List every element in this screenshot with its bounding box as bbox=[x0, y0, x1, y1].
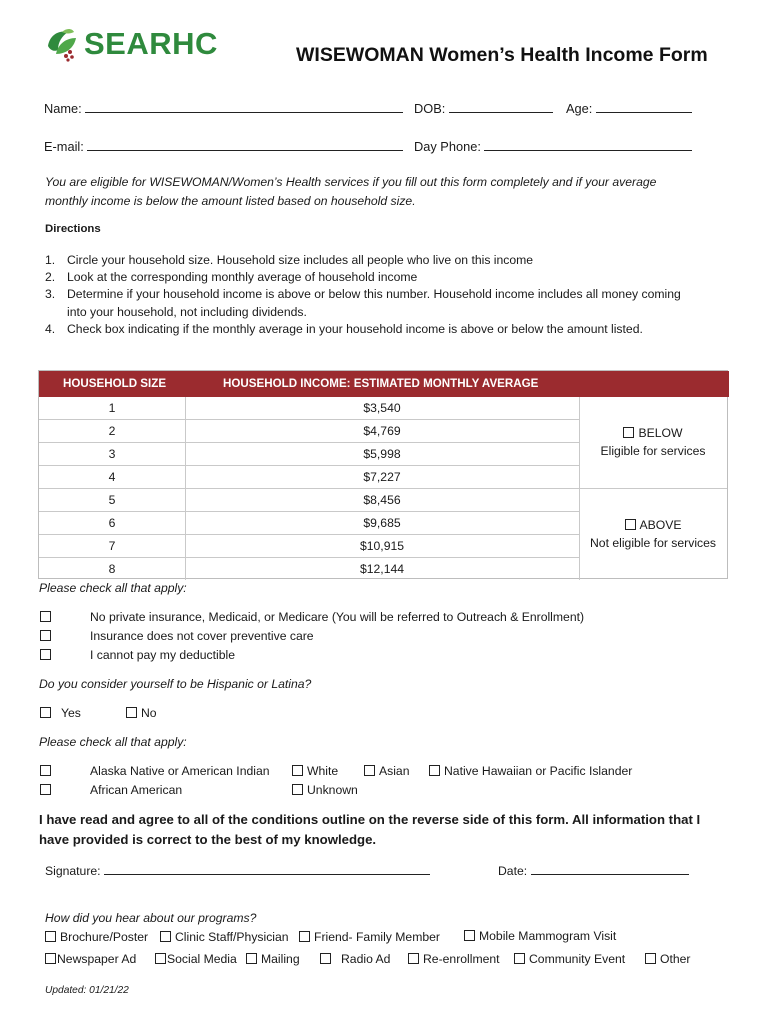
divider bbox=[39, 534, 579, 535]
age-field[interactable] bbox=[566, 100, 692, 116]
below-checkbox[interactable] bbox=[579, 426, 727, 440]
checkbox-icon bbox=[645, 953, 656, 964]
table-cell-size: 6 bbox=[108, 516, 116, 530]
table-cell-size: 2 bbox=[108, 424, 116, 438]
insurance-option-2[interactable]: Insurance does not cover preventive care bbox=[40, 629, 55, 643]
referral-brochure[interactable]: Brochure/Poster bbox=[45, 930, 148, 944]
table-cell-income: $3,540 bbox=[363, 401, 401, 415]
table-cell-income: $12,144 bbox=[359, 562, 405, 576]
checkbox-icon bbox=[364, 765, 375, 776]
checkbox-icon bbox=[40, 649, 51, 660]
list-item: 2. Look at the corresponding monthly average of household income bbox=[45, 270, 418, 285]
checkbox-icon bbox=[292, 784, 303, 795]
agreement-line-1: I have read and agree to all of the conditions outline on the reverse side of this form. All information that I bbox=[39, 812, 701, 827]
divider bbox=[39, 511, 579, 512]
divider bbox=[39, 465, 579, 466]
referral-community[interactable]: Community Event bbox=[514, 952, 625, 966]
list-item: 4. Check box indicating if the monthly average in your household income is above or below the amount listed. bbox=[45, 321, 643, 336]
referral-newspaper[interactable]: Newspaper Ad bbox=[45, 952, 136, 966]
dob-field[interactable] bbox=[414, 100, 553, 116]
race-african[interactable]: African American bbox=[40, 783, 55, 797]
checkbox-icon bbox=[155, 953, 166, 964]
below-label: BELOW bbox=[638, 426, 683, 440]
updated-date: Updated: 01/21/22 bbox=[45, 985, 129, 996]
table-cell-income: $10,915 bbox=[359, 539, 405, 553]
list-item: 3. Determine if your household income is above or below this number. Household income includes all money coming bbox=[45, 287, 681, 302]
referral-reenroll[interactable]: Re-enrollment bbox=[408, 952, 500, 966]
logo-wordmark: SEARHC bbox=[84, 26, 218, 61]
table-cell-income: $9,685 bbox=[363, 516, 401, 530]
checkbox-icon bbox=[246, 953, 257, 964]
col-household-income: HOUSEHOLD INCOME: ESTIMATED MONTHLY AVERAGE bbox=[223, 377, 539, 390]
table-cell-income: $5,998 bbox=[363, 447, 401, 461]
table-cell-size: 1 bbox=[108, 401, 116, 415]
race-alaska[interactable]: Alaska Native or American Indian bbox=[40, 764, 55, 778]
phone-field[interactable] bbox=[414, 138, 692, 154]
below-sub: Eligible for services bbox=[600, 444, 706, 458]
checkbox-icon bbox=[623, 427, 634, 438]
insurance-option-3[interactable]: I cannot pay my deductible bbox=[40, 648, 55, 662]
signature-field[interactable] bbox=[45, 862, 430, 878]
table-cell-income: $8,456 bbox=[363, 493, 401, 507]
divider bbox=[39, 488, 727, 489]
hispanic-question: Do you consider yourself to be Hispanic or Latina? bbox=[39, 677, 312, 691]
directions-list bbox=[45, 252, 681, 338]
date-field[interactable] bbox=[498, 862, 689, 878]
table-header bbox=[39, 371, 729, 397]
checkbox-icon bbox=[429, 765, 440, 776]
email-label: E-mail: bbox=[44, 139, 84, 154]
searhc-logo bbox=[44, 24, 218, 64]
referral-friend[interactable]: Friend- Family Member bbox=[299, 930, 440, 944]
referral-question: How did you hear about our programs? bbox=[45, 911, 257, 925]
above-sub: Not eligible for services bbox=[590, 536, 716, 550]
table-cell-size: 3 bbox=[108, 447, 116, 461]
list-item: 1. Circle your household size. Household size includes all people who live on this income bbox=[45, 253, 534, 267]
table-cell-size: 8 bbox=[108, 562, 116, 576]
divider bbox=[39, 557, 579, 558]
table-cell-income: $4,769 bbox=[363, 424, 401, 438]
hispanic-no[interactable]: No bbox=[126, 706, 157, 720]
referral-clinic[interactable]: Clinic Staff/Physician bbox=[160, 930, 289, 944]
checkbox-icon bbox=[299, 931, 310, 942]
checkbox-icon bbox=[464, 930, 475, 941]
date-line bbox=[531, 862, 689, 875]
col-household-size: HOUSEHOLD SIZE bbox=[63, 377, 167, 390]
leaf-logo-icon bbox=[44, 26, 80, 62]
checkbox-icon bbox=[40, 611, 51, 622]
race-unknown[interactable]: Unknown bbox=[292, 783, 358, 797]
checkbox-icon bbox=[320, 953, 331, 964]
referral-social[interactable]: Social Media bbox=[155, 952, 237, 966]
signature-label: Signature: bbox=[45, 864, 101, 878]
checkbox-icon bbox=[45, 953, 56, 964]
intro-line-2: monthly income is below the amount listed based on household size. bbox=[45, 194, 416, 208]
date-label: Date: bbox=[498, 864, 528, 878]
agreement-line-2: have provided is correct to the best of my knowledge. bbox=[39, 832, 377, 847]
form-title: WISEWOMAN Women’s Health Income Form bbox=[296, 44, 708, 66]
directions-heading: Directions bbox=[45, 223, 101, 235]
race-white[interactable]: White bbox=[292, 764, 338, 778]
referral-radio[interactable]: Radio Ad bbox=[320, 952, 390, 966]
table-cell-income: $7,227 bbox=[363, 470, 401, 484]
phone-line bbox=[484, 138, 692, 151]
checkbox-icon bbox=[514, 953, 525, 964]
checkbox-icon bbox=[45, 931, 56, 942]
table-cell-size: 7 bbox=[108, 539, 116, 553]
income-table bbox=[38, 370, 728, 579]
phone-label: Day Phone: bbox=[414, 139, 481, 154]
age-line bbox=[596, 100, 692, 113]
referral-other[interactable]: Other bbox=[645, 952, 690, 966]
checkbox-icon bbox=[40, 630, 51, 641]
race-prompt: Please check all that apply: bbox=[39, 735, 187, 749]
checkbox-icon bbox=[40, 784, 51, 795]
age-label: Age: bbox=[566, 101, 593, 116]
name-field[interactable] bbox=[44, 100, 403, 116]
divider bbox=[39, 442, 579, 443]
checkbox-icon bbox=[126, 707, 137, 718]
referral-mailing[interactable]: Mailing bbox=[246, 952, 300, 966]
checkbox-icon bbox=[292, 765, 303, 776]
name-line bbox=[85, 100, 403, 113]
name-label: Name: bbox=[44, 101, 82, 116]
insurance-option-1[interactable]: No private insurance, Medicaid, or Medicare (You will be referred to Outreach & Enrollment) bbox=[40, 610, 55, 624]
race-hawaiian[interactable]: Native Hawaiian or Pacific Islander bbox=[429, 764, 632, 778]
hispanic-yes[interactable]: Yes bbox=[40, 706, 81, 720]
checkbox-icon bbox=[40, 765, 51, 776]
intro-line-1: You are eligible for WISEWOMAN/Women’s Health services if you fill out this form completely and if your average bbox=[45, 175, 657, 189]
above-label: ABOVE bbox=[639, 518, 682, 532]
signature-line bbox=[104, 862, 430, 875]
race-asian[interactable]: Asian bbox=[364, 764, 410, 778]
referral-mammogram[interactable]: Mobile Mammogram Visit bbox=[464, 929, 616, 943]
email-line bbox=[87, 138, 403, 151]
insurance-prompt: Please check all that apply: bbox=[39, 581, 187, 595]
checkbox-icon bbox=[40, 707, 51, 718]
checkbox-icon bbox=[625, 519, 636, 530]
divider bbox=[39, 419, 579, 420]
dob-line bbox=[449, 100, 553, 113]
checkbox-icon bbox=[408, 953, 419, 964]
table-cell-size: 4 bbox=[108, 470, 116, 484]
checkbox-icon bbox=[160, 931, 171, 942]
email-field[interactable] bbox=[44, 138, 403, 154]
table-cell-size: 5 bbox=[108, 493, 116, 507]
above-checkbox[interactable] bbox=[579, 518, 727, 532]
list-item: into your household, not including dividends. bbox=[67, 304, 307, 319]
dob-label: DOB: bbox=[414, 101, 446, 116]
